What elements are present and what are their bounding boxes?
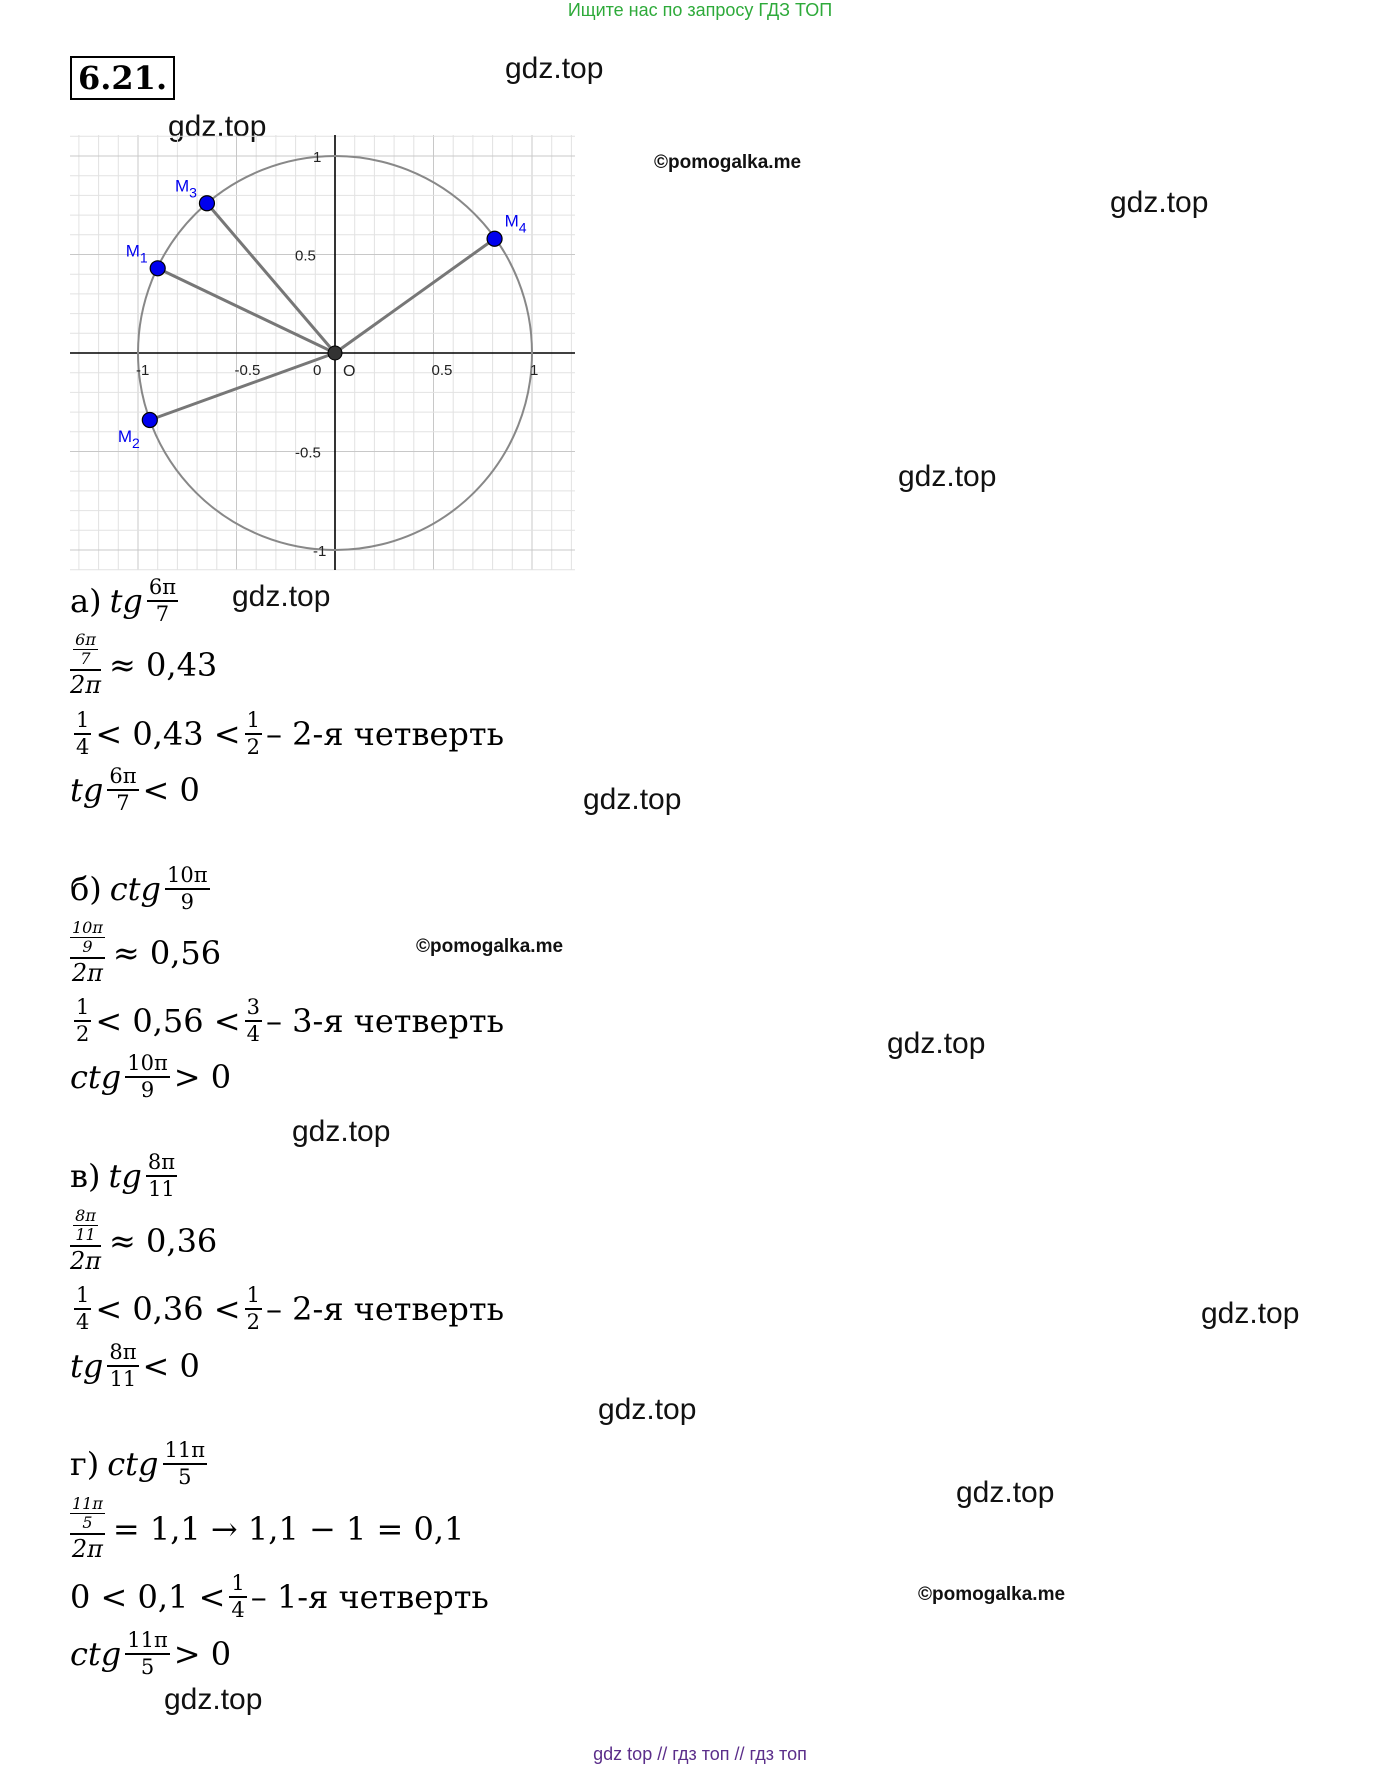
search-banner: Ищите нас по запросу ГДЗ ТОП	[567, 0, 833, 20]
point-label: $M_3$	[174, 176, 197, 201]
origin-label: O	[343, 363, 356, 380]
denominator: 11	[75, 1225, 96, 1244]
section-label: в)	[70, 1157, 101, 1195]
inequality: < 0,43 <	[95, 715, 241, 753]
function-name: ctg	[70, 1058, 122, 1096]
function-name: tg	[70, 1347, 104, 1385]
numerator: 6π	[107, 766, 138, 791]
approximation: ≈ 0,36	[109, 1221, 218, 1260]
function-name: ctg	[109, 870, 162, 908]
section-b-inequality	[70, 997, 504, 1045]
nested-fraction	[70, 920, 105, 985]
section-v-result	[70, 1342, 200, 1390]
copyright-note: ©pomogalka.me	[416, 936, 564, 957]
numerator: 11π	[125, 1630, 170, 1655]
nested-fraction	[70, 1208, 101, 1273]
function-name: tg	[109, 582, 143, 620]
denominator: 11	[148, 1177, 175, 1201]
denominator: 11	[109, 1367, 137, 1391]
denominator: 2π	[71, 959, 103, 987]
section-g-header	[70, 1440, 211, 1488]
watermark: gdz.top	[956, 1476, 1055, 1509]
section-v-ratio	[70, 1208, 217, 1273]
denominator: 2π	[70, 1247, 102, 1275]
denominator: 7	[155, 602, 170, 626]
denominator: 2	[246, 735, 260, 759]
numerator: 8π	[75, 1206, 96, 1225]
function-name: tg	[108, 1157, 142, 1195]
denominator: 4	[76, 735, 90, 759]
approximation: ≈ 0,56	[112, 933, 222, 972]
numerator: 1	[245, 1285, 262, 1310]
watermark: gdz.top	[164, 1683, 263, 1716]
inequality: 0 < 0,1 <	[70, 1578, 226, 1616]
watermark: gdz.top	[898, 460, 997, 493]
unit-circle-figure	[70, 135, 580, 575]
numerator: 6π	[75, 630, 96, 649]
numerator: 10π	[165, 865, 210, 890]
point-label: $M_4$	[504, 211, 527, 236]
footer-links[interactable]: gdz top // гдз топ // гдз топ	[593, 1744, 807, 1764]
approximation: ≈ 0,43	[109, 645, 218, 684]
numerator: 3	[245, 997, 262, 1022]
y-tick-label: -1	[313, 543, 327, 560]
quadrant-note: – 3-я четверть	[265, 1002, 505, 1040]
denominator: 2π	[71, 1535, 103, 1563]
watermark: gdz.top	[1110, 186, 1209, 219]
nested-fraction	[70, 632, 101, 697]
nested-fraction	[70, 1496, 105, 1561]
inequality: < 0,36 <	[95, 1290, 241, 1328]
radius-line	[158, 268, 335, 353]
watermark: gdz.top	[292, 1115, 391, 1148]
sign-result: < 0	[142, 771, 200, 809]
quadrant-note: – 1-я четверть	[250, 1578, 489, 1616]
denominator: 7	[80, 649, 91, 668]
x-tick-label: 0	[313, 362, 322, 379]
numerator: 10π	[125, 1053, 170, 1078]
watermark: gdz.top	[1201, 1297, 1300, 1330]
denominator: 2	[246, 1310, 260, 1334]
numerator: 6π	[147, 577, 178, 602]
section-a-ratio	[70, 632, 217, 697]
quadrant-note: – 2-я четверть	[265, 1290, 505, 1328]
numerator: 1	[74, 1285, 91, 1310]
function-name: tg	[70, 771, 104, 809]
section-b-ratio	[70, 920, 221, 985]
numerator: 1	[74, 997, 91, 1022]
section-label: г)	[70, 1445, 100, 1483]
section-a-inequality	[70, 710, 504, 758]
function-name: ctg	[70, 1635, 122, 1673]
section-b-result	[70, 1053, 231, 1101]
watermark: gdz.top	[168, 110, 267, 143]
section-v-header	[70, 1152, 181, 1200]
x-tick-label: 0.5	[431, 362, 453, 379]
copyright-note: ©pomogalka.me	[654, 152, 802, 173]
numerator: 1	[74, 710, 91, 735]
watermark: gdz.top	[887, 1027, 986, 1060]
y-tick-label: 1	[313, 149, 322, 166]
radius-line	[335, 239, 495, 353]
numerator: 11π	[163, 1440, 208, 1465]
denominator: 5	[82, 1513, 93, 1532]
section-v-inequality	[70, 1285, 504, 1333]
watermark: gdz.top	[505, 52, 604, 85]
y-tick-label: 0.5	[295, 247, 316, 265]
denominator: 4	[76, 1310, 90, 1334]
numerator: 10π	[72, 918, 103, 937]
numerator: 1	[245, 710, 262, 735]
sign-result: < 0	[142, 1347, 200, 1385]
y-tick-label: -0.5	[295, 444, 321, 462]
numerator: 8π	[146, 1152, 177, 1177]
point-M1	[150, 261, 165, 276]
section-a-header	[70, 577, 182, 625]
x-tick-label: -0.5	[234, 362, 261, 379]
section-g-result	[70, 1630, 231, 1678]
problem-number: 6.21.	[70, 56, 175, 100]
point-M4	[487, 231, 502, 246]
denominator: 9	[82, 937, 93, 956]
x-tick-label: -1	[136, 362, 150, 379]
section-b-header	[70, 865, 214, 913]
denominator: 5	[140, 1655, 155, 1679]
denominator: 7	[116, 791, 130, 815]
section-g-inequality	[70, 1573, 489, 1621]
numerator: 11π	[72, 1494, 103, 1513]
x-tick-label: 1	[530, 362, 539, 379]
watermark: gdz.top	[583, 783, 682, 816]
numerator: 1	[229, 1573, 246, 1598]
watermark: gdz.top	[232, 580, 331, 613]
point-label: $M_2$	[117, 426, 140, 451]
watermark: gdz.top	[598, 1393, 697, 1426]
quadrant-note: – 2-я четверть	[265, 715, 505, 753]
point-label: $M_1$	[125, 241, 148, 266]
point-M3	[199, 196, 214, 211]
denominator: 9	[140, 1078, 155, 1102]
section-a-result	[70, 766, 200, 814]
section-g-ratio	[70, 1496, 464, 1561]
denominator: 9	[180, 890, 194, 914]
center-point	[328, 346, 342, 360]
sign-result: > 0	[173, 1058, 232, 1096]
sign-result: > 0	[173, 1635, 232, 1673]
denominator: 4	[246, 1022, 260, 1046]
section-label: а)	[70, 582, 102, 620]
denominator: 2π	[70, 671, 102, 699]
numerator: 8π	[107, 1342, 138, 1367]
function-name: ctg	[107, 1445, 159, 1483]
inequality: < 0,56 <	[95, 1002, 241, 1040]
denominator: 5	[178, 1465, 192, 1489]
denominator: 4	[231, 1598, 245, 1622]
calculation: = 1,1 → 1,1 − 1 = 0,1	[112, 1509, 465, 1548]
denominator: 2	[76, 1022, 90, 1046]
point-M2	[142, 412, 157, 427]
copyright-note: ©pomogalka.me	[918, 1584, 1066, 1605]
section-label: б)	[70, 870, 102, 908]
